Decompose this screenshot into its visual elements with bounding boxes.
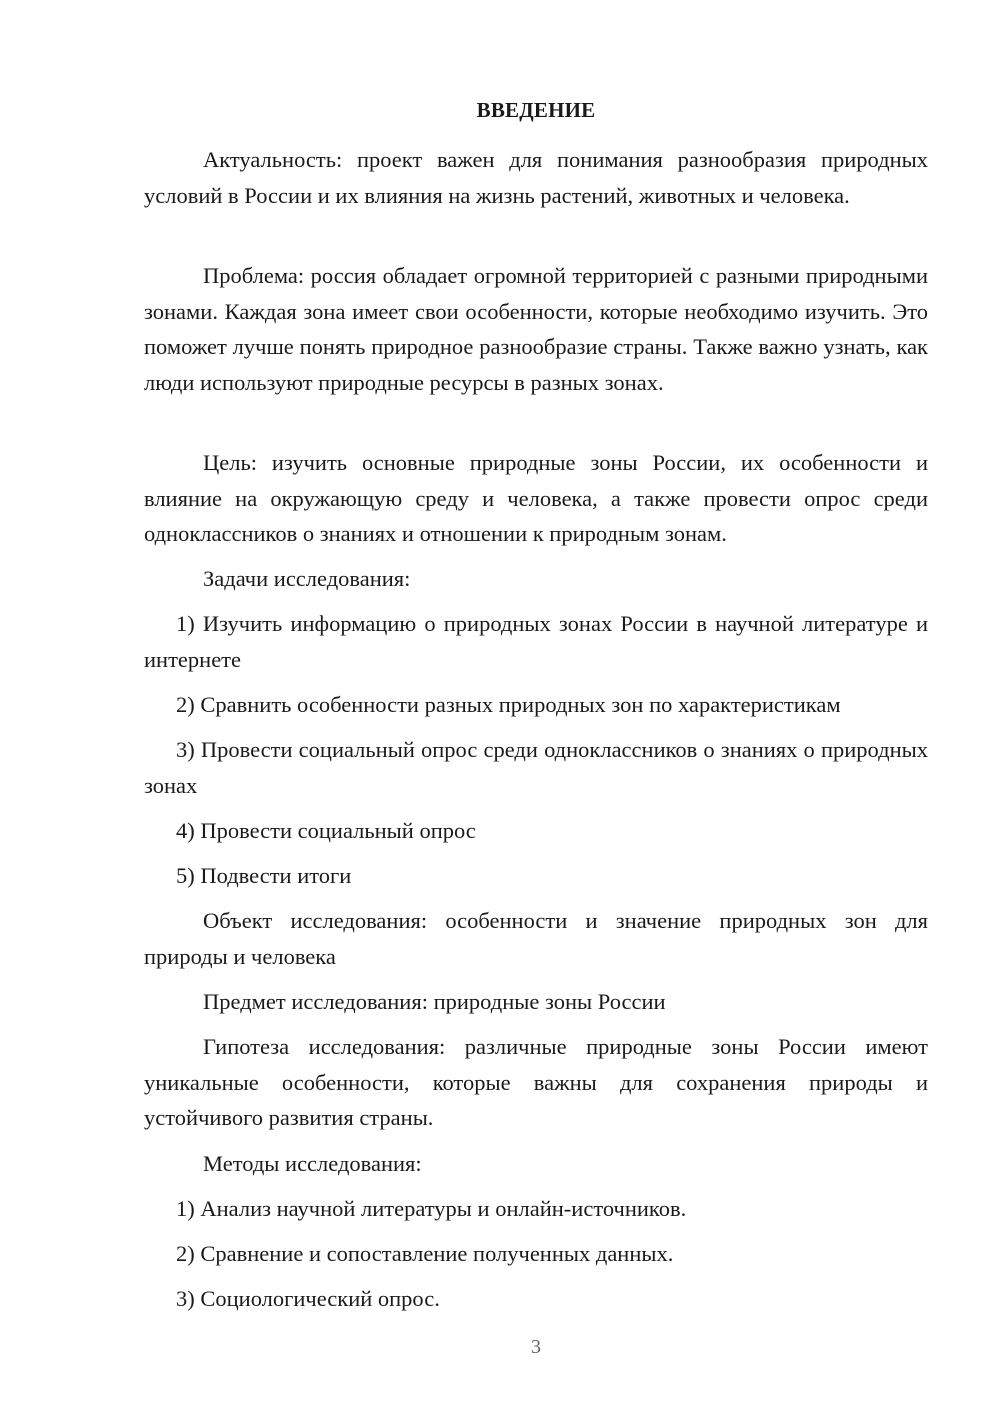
problem-paragraph: Проблема: россия обладает огромной территорией с разными природными зонами. Каждая зона имеет свои особенности, которые необходимо изучить. Это поможет лучше понять природное разнообразие страны. Также важно узнать, как люди используют природные ресурсы в разных зонах. [144,263,928,395]
task-item: 2) Сравнить особенности разных природных зон по характеристикам [176,692,841,717]
method-item: 2) Сравнение и сопоставление полученных данных. [176,1241,674,1266]
hypothesis-paragraph: Гипотеза исследования: различные природные зоны России имеют уникальные особенности, которые важны для сохранения природы и устойчивого развития страны. [144,1034,928,1130]
task-item: 5) Подвести итоги [176,863,352,888]
goal-paragraph: Цель: изучить основные природные зоны России, их особенности и влияние на окружающую среду и человека, а также провести опрос среди одноклассников о знаниях и отношении к природным зонам. [144,450,928,546]
section-title: ВВЕДЕНИЕ [476,98,596,122]
task-item: 3) Провести социальный опрос среди одноклассников о знаниях о природных зонах [144,737,928,798]
relevance-paragraph: Актуальность: проект важен для понимания разнообразия природных условий в России и их влияния на жизнь растений, животных и человека. [144,147,928,208]
methods-heading: Методы исследования: [203,1151,422,1176]
subject-paragraph: Предмет исследования: природные зоны России [203,989,666,1014]
method-item: 1) Анализ научной литературы и онлайн-источников. [176,1196,687,1221]
object-paragraph: Объект исследования: особенности и значение природных зон для природы и человека [144,908,928,969]
task-item: 4) Провести социальный опрос [176,818,476,843]
task-item: 1) Изучить информацию о природных зонах России в научной литературе и интернете [144,611,928,672]
document-page [144,0,928,1414]
page-number: 3 [531,1336,541,1358]
tasks-heading: Задачи исследования: [203,566,411,591]
method-item: 3) Социологический опрос. [176,1286,440,1311]
